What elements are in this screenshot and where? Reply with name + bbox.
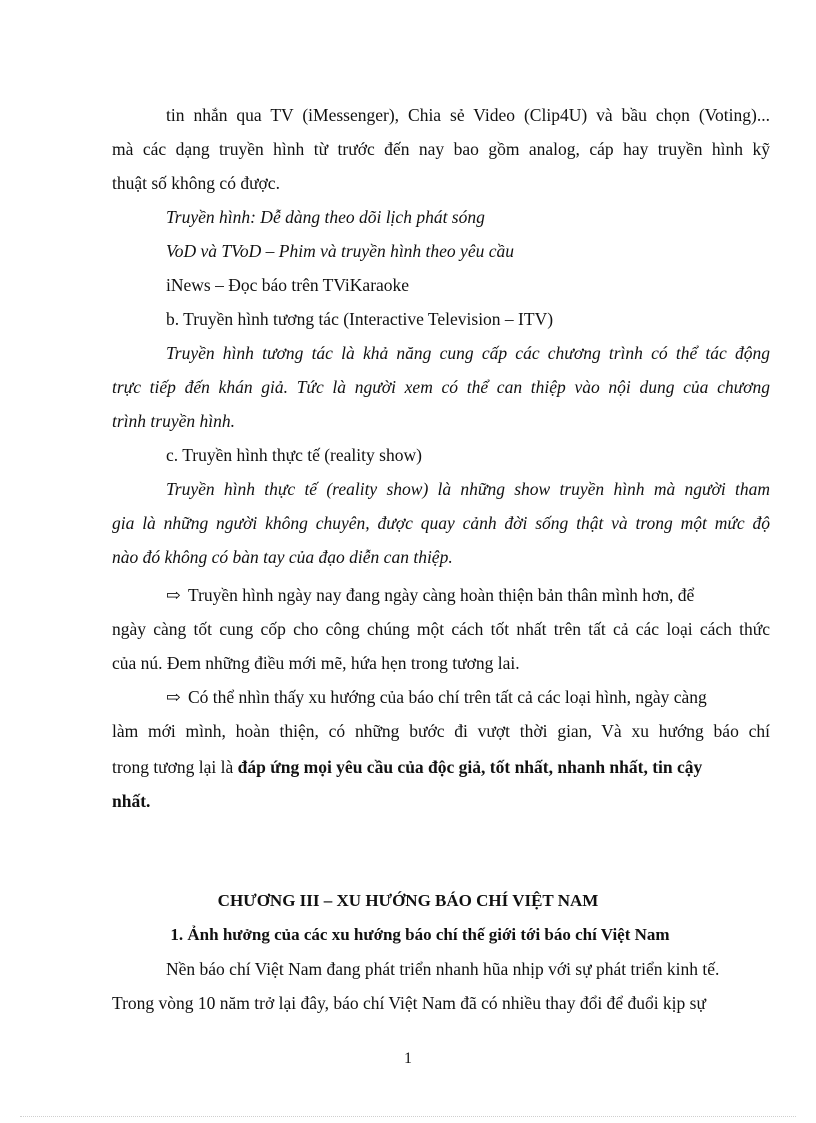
section-heading: 1. Ảnh hưởng của các xu hướng báo chí thế giới tới báo chí Việt Nam	[170, 925, 670, 944]
italic-line: Truyền hình: Dễ dàng theo dõi lịch phát sóng	[166, 207, 485, 227]
body-line: iNews – Đọc báo trên TViKaraoke	[166, 275, 410, 295]
italic-line: Truyền hình tương tác là khả năng cung cấp các chương trình có thể tác động	[166, 343, 770, 363]
italic-line: trình truyền hình.	[112, 411, 235, 431]
body-line: mà các dạng truyền hình từ trước đến nay bao gồm analog, cáp hay truyền hình kỹ	[112, 139, 770, 159]
bold-conclusion-end: nhất.	[112, 791, 151, 811]
body-line: Trong vòng 10 năm trở lại đây, báo chí Việt Nam đã có nhiều thay đổi để đuổi kịp sự	[112, 993, 706, 1013]
arrow-icon: ⇨	[166, 585, 181, 605]
arrow-paragraph-line: ⇨ Có thể nhìn thấy xu hướng của báo chí trên tất cả các loại hình, ngày càng	[166, 680, 770, 714]
subheading-itv: b. Truyền hình tương tác (Interactive Television – ITV)	[166, 309, 554, 329]
body-line: trong tương lại là đáp ứng mọi yêu cầu của độc giả, tốt nhất, nhanh nhất, tin cậy	[112, 757, 703, 777]
page-number: 1	[404, 1050, 412, 1067]
body-line: của nú. Đem những điều mới mẽ, hứa hẹn trong tương lai.	[112, 653, 520, 673]
italic-line: gia là những người không chuyên, được quay cảnh đời sống thật và trong một mức độ	[112, 513, 770, 533]
italic-line: nào đó không có bàn tay của đạo diễn can thiệp.	[112, 547, 453, 567]
body-line: Nền báo chí Việt Nam đang phát triển nhanh hũa nhịp với sự phát triển kinh tế.	[166, 959, 720, 979]
body-line: làm mới mình, hoàn thiện, có những bước đi vượt thời gian, Và xu hướng báo chí	[112, 721, 770, 741]
subheading-reality-show: c. Truyền hình thực tế (reality show)	[166, 445, 422, 465]
page-border	[20, 1116, 796, 1117]
arrow-icon: ⇨	[166, 687, 181, 707]
body-line: ngày càng tốt cung cốp cho công chúng một cách tốt nhất trên tất cả các loại cách thức	[112, 619, 770, 639]
body-line: thuật số không có được.	[112, 173, 280, 193]
chapter-title: CHƯƠNG III – XU HƯỚNG BÁO CHÍ VIỆT NAM	[217, 891, 599, 910]
bold-conclusion: đáp ứng mọi yêu cầu của độc giả, tốt nhất, nhanh nhất, tin cậy	[237, 757, 703, 777]
italic-line: Truyền hình thực tế (reality show) là những show truyền hình mà người tham	[166, 479, 770, 499]
arrow-paragraph-line: ⇨ Truyền hình ngày nay đang ngày càng hoàn thiện bản thân mình hơn, để	[166, 578, 770, 612]
italic-line: VoD và TVoD – Phim và truyền hình theo yêu cầu	[166, 241, 514, 261]
italic-line: trực tiếp đến khán giả. Tức là người xem có thể can thiệp vào nội dung của chương	[112, 377, 770, 397]
body-line: tin nhắn qua TV (iMessenger), Chia sẻ Video (Clip4U) và bầu chọn (Voting)...	[166, 105, 770, 125]
